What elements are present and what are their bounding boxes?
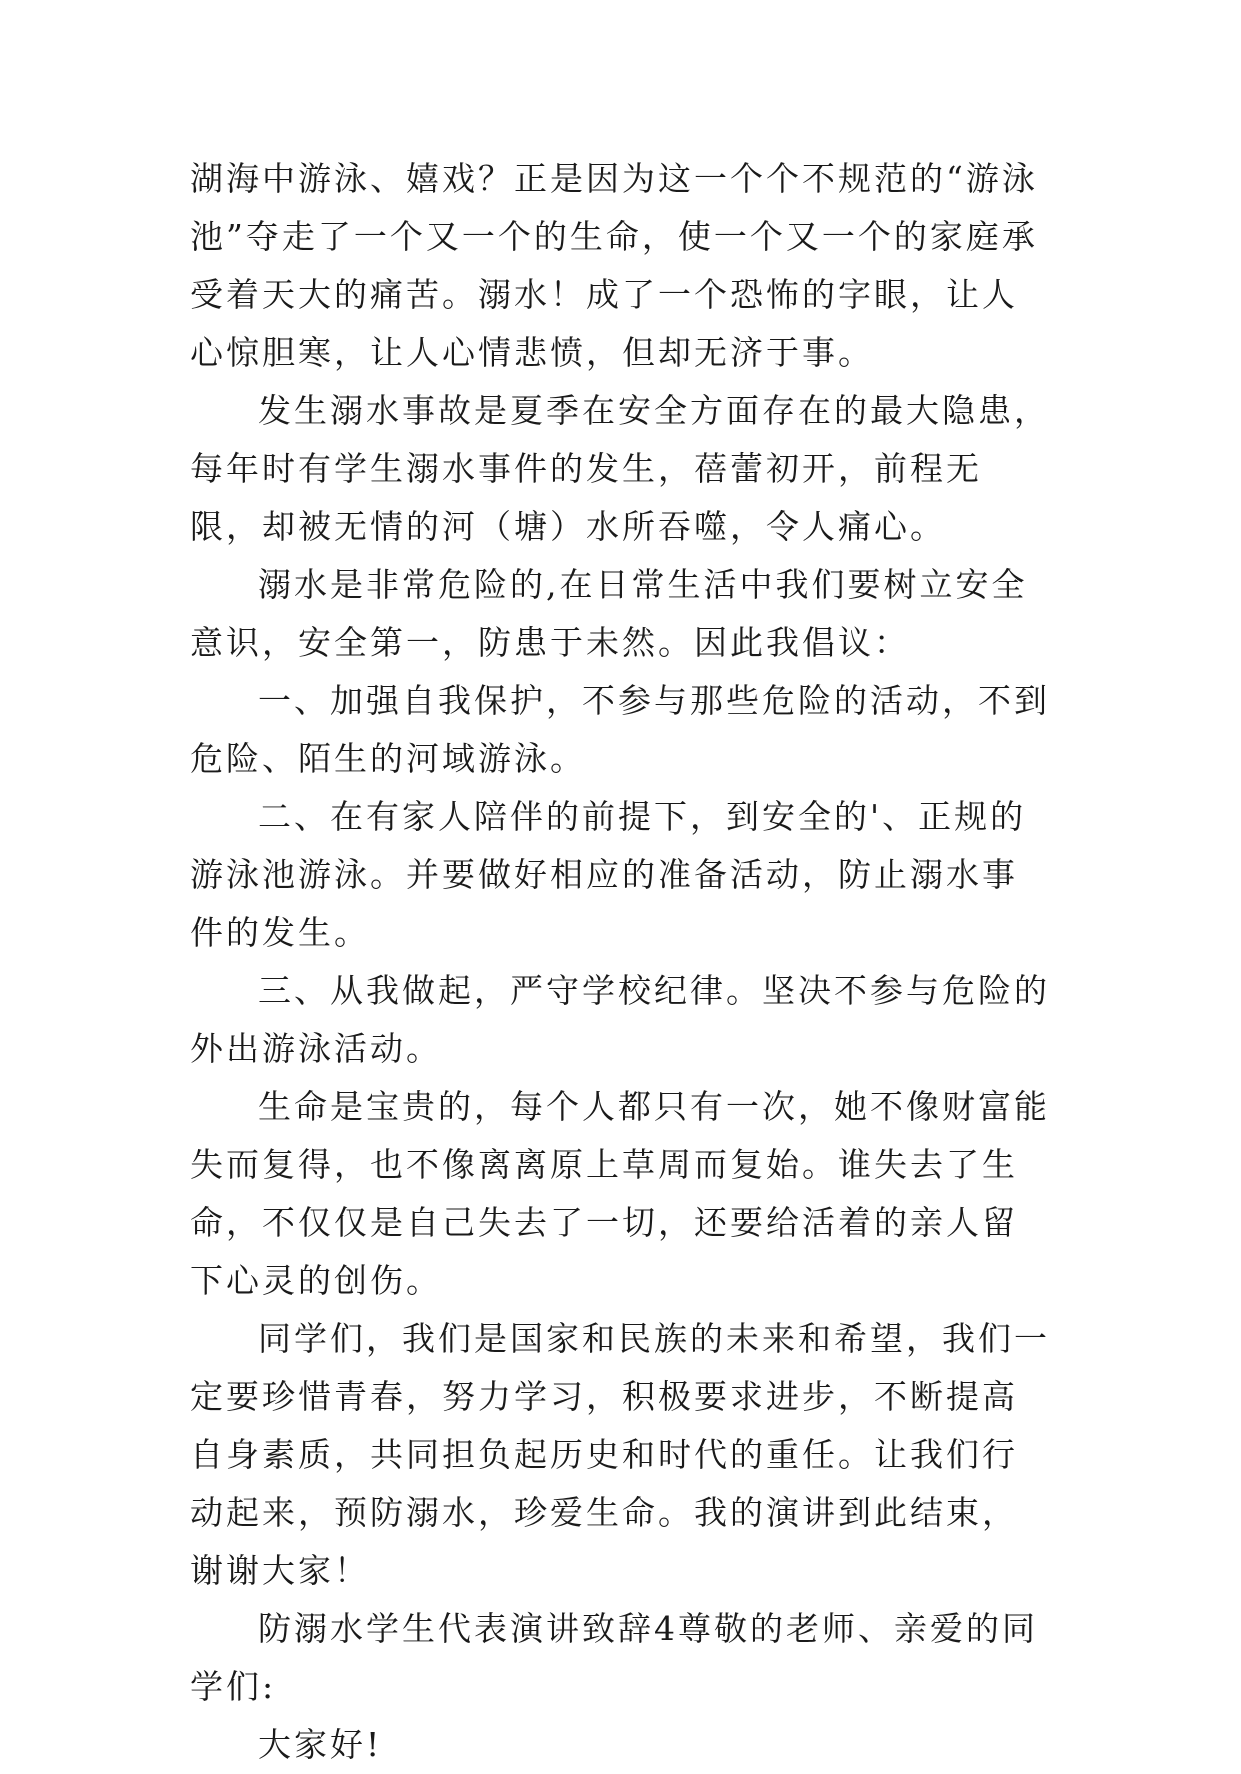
paragraph-6: 三、从我做起，严守学校纪律。坚决不参与危险的外出游泳活动。	[190, 971, 1050, 1068]
paragraph-5: 二、在有家人陪伴的前提下，到安全的'、正规的游泳池游泳。并要做好相应的准备活动，防止溺水事件的发生。	[190, 797, 1027, 952]
document-body	[190, 150, 1050, 1774]
paragraph-3: 溺水是非常危险的,在日常生活中我们要树立安全意识，安全第一，防患于未然。因此我倡议：	[190, 565, 1028, 662]
paragraph-8: 同学们，我们是国家和民族的未来和希望，我们一定要珍惜青春，努力学习，积极要求进步，不断提高自身素质，共同担负起历史和时代的重任。让我们行动起来，预防溺水，珍爱生命。我的演讲到此结束，谢谢大家！	[190, 1319, 1050, 1590]
paragraph-4: 一、加强自我保护，不参与那些危险的活动，不到危险、陌生的河域游泳。	[190, 681, 1050, 778]
paragraph-10: 大家好!	[258, 1725, 383, 1764]
paragraph-7: 生命是宝贵的，每个人都只有一次，她不像财富能失而复得，也不像离离原上草周而复始。谁失去了生命，不仅仅是自己失去了一切，还要给活着的亲人留下心灵的创伤。	[190, 1087, 1050, 1300]
paragraph-9: 防溺水学生代表演讲致辞4尊敬的老师、亲爱的同学们:	[190, 1609, 1038, 1706]
paragraph-2: 发生溺水事故是夏季在安全方面存在的最大隐患，每年时有学生溺水事件的发生，蓓蕾初开，前程无限，却被无情的河（塘）水所吞噬，令人痛心。	[190, 391, 1050, 546]
paragraph-1: 湖海中游泳、嬉戏？正是因为这一个个不规范的“游泳池”夺走了一个又一个的生命，使一个又一个的家庭承受着天大的痛苦。溺水！成了一个恐怖的字眼，让人心惊胆寒，让人心情悲愤，但却无济于事。	[190, 159, 1038, 372]
